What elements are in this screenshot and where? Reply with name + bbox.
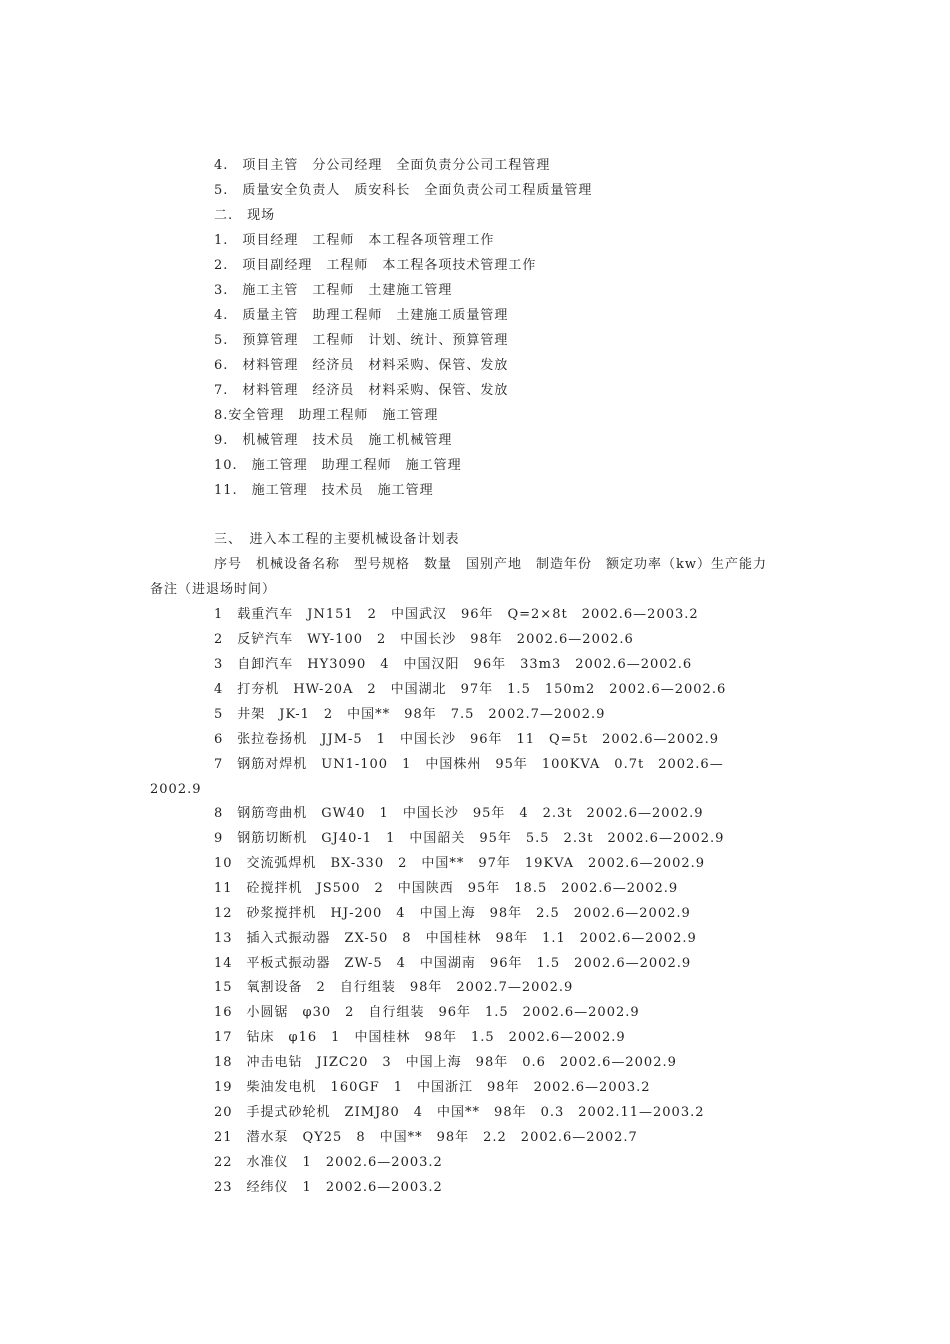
- equipment-row: 7 钢筋对焊机 UN1-100 1 中国株州 95年 100KVA 0.7t 2002.6—2002.9: [150, 757, 724, 797]
- site-item: 7. 材料管理 经济员 材料采购、保管、发放: [214, 383, 509, 398]
- equipment-row: 16 小圆锯 φ30 2 自行组装 96年 1.5 2002.6—2002.9: [214, 1005, 640, 1020]
- equipment-row: 23 经纬仪 1 2002.6—2003.2: [214, 1180, 443, 1195]
- site-item: 8.安全管理 助理工程师 施工管理: [214, 408, 439, 423]
- equipment-row: 19 柴油发电机 160GF 1 中国浙江 98年 2002.6—2003.2: [214, 1080, 651, 1095]
- site-item: 5. 预算管理 工程师 计划、统计、预算管理: [214, 333, 509, 348]
- site-item: 1. 项目经理 工程师 本工程各项管理工作: [214, 233, 495, 248]
- site-item: 11. 施工管理 技术员 施工管理: [214, 483, 434, 498]
- equipment-row: 17 钻床 φ16 1 中国桂林 98年 1.5 2002.6—2002.9: [214, 1030, 626, 1045]
- equipment-heading: 三、 进入本工程的主要机械设备计划表: [214, 532, 460, 547]
- site-item: 10. 施工管理 助理工程师 施工管理: [214, 458, 462, 473]
- equipment-row: 13 插入式振动器 ZX-50 8 中国桂林 98年 1.1 2002.6—2002.9: [214, 931, 697, 946]
- equipment-row: 2 反铲汽车 WY-100 2 中国长沙 98年 2002.6—2002.6: [214, 632, 634, 647]
- equipment-row: 4 打夯机 HW-20A 2 中国湖北 97年 1.5 150m2 2002.6—2002.6: [214, 682, 727, 697]
- equipment-row: 10 交流弧焊机 BX-330 2 中国** 97年 19KVA 2002.6—2002.9: [214, 856, 706, 871]
- site-item: 6. 材料管理 经济员 材料采购、保管、发放: [214, 358, 509, 373]
- site-item: 2. 项目副经理 工程师 本工程各项技术管理工作: [214, 258, 537, 273]
- company-item-4: 4. 项目主管 分公司经理 全面负责分公司工程管理: [214, 158, 551, 173]
- equipment-row: 9 钢筋切断机 GJ40-1 1 中国韶关 95年 5.5 2.3t 2002.6—2002.9: [214, 831, 725, 846]
- equipment-row: 15 氧割设备 2 自行组装 98年 2002.7—2002.9: [214, 980, 574, 995]
- site-item: 4. 质量主管 助理工程师 土建施工质量管理: [214, 308, 509, 323]
- equipment-row: 20 手提式砂轮机 ZIMJ80 4 中国** 98年 0.3 2002.11—2003.2: [214, 1105, 705, 1120]
- site-heading: 二. 现场: [214, 208, 276, 223]
- equipment-row: 22 水准仪 1 2002.6—2003.2: [214, 1155, 443, 1170]
- equipment-row: 11 砼搅拌机 JS500 2 中国陕西 95年 18.5 2002.6—2002.9: [214, 881, 679, 896]
- equipment-row: 3 自卸汽车 HY3090 4 中国汉阳 96年 33m3 2002.6—2002.6: [214, 657, 693, 672]
- equipment-table-header: 序号 机械设备名称 型号规格 数量 国别产地 制造年份 额定功率（kw）生产能力 备注（进退场时间）: [150, 557, 782, 597]
- equipment-row: 5 井架 JK-1 2 中国** 98年 7.5 2002.7—2002.9: [214, 707, 606, 722]
- company-item-5: 5. 质量安全负责人 质安科长 全面负责公司工程质量管理: [214, 183, 593, 198]
- site-item: 3. 施工主管 工程师 土建施工管理: [214, 283, 453, 298]
- equipment-row: 12 砂浆搅拌机 HJ-200 4 中国上海 98年 2.5 2002.6—2002.9: [214, 906, 691, 921]
- equipment-row: 18 冲击电钻 JIZC20 3 中国上海 98年 0.6 2002.6—2002.9: [214, 1055, 677, 1070]
- equipment-row: 14 平板式振动器 ZW-5 4 中国湖南 96年 1.5 2002.6—2002.9: [214, 956, 692, 971]
- equipment-row: 6 张拉卷扬机 JJM-5 1 中国长沙 96年 11 Q=5t 2002.6—2002.9: [214, 732, 720, 747]
- equipment-row: 1 载重汽车 JN151 2 中国武汉 96年 Q=2×8t 2002.6—2003.2: [214, 607, 699, 622]
- equipment-row: 8 钢筋弯曲机 GW40 1 中国长沙 95年 4 2.3t 2002.6—2002.9: [214, 806, 704, 821]
- equipment-row: 21 潜水泵 QY25 8 中国** 98年 2.2 2002.6—2002.7: [214, 1130, 638, 1145]
- site-item: 9. 机械管理 技术员 施工机械管理: [214, 433, 453, 448]
